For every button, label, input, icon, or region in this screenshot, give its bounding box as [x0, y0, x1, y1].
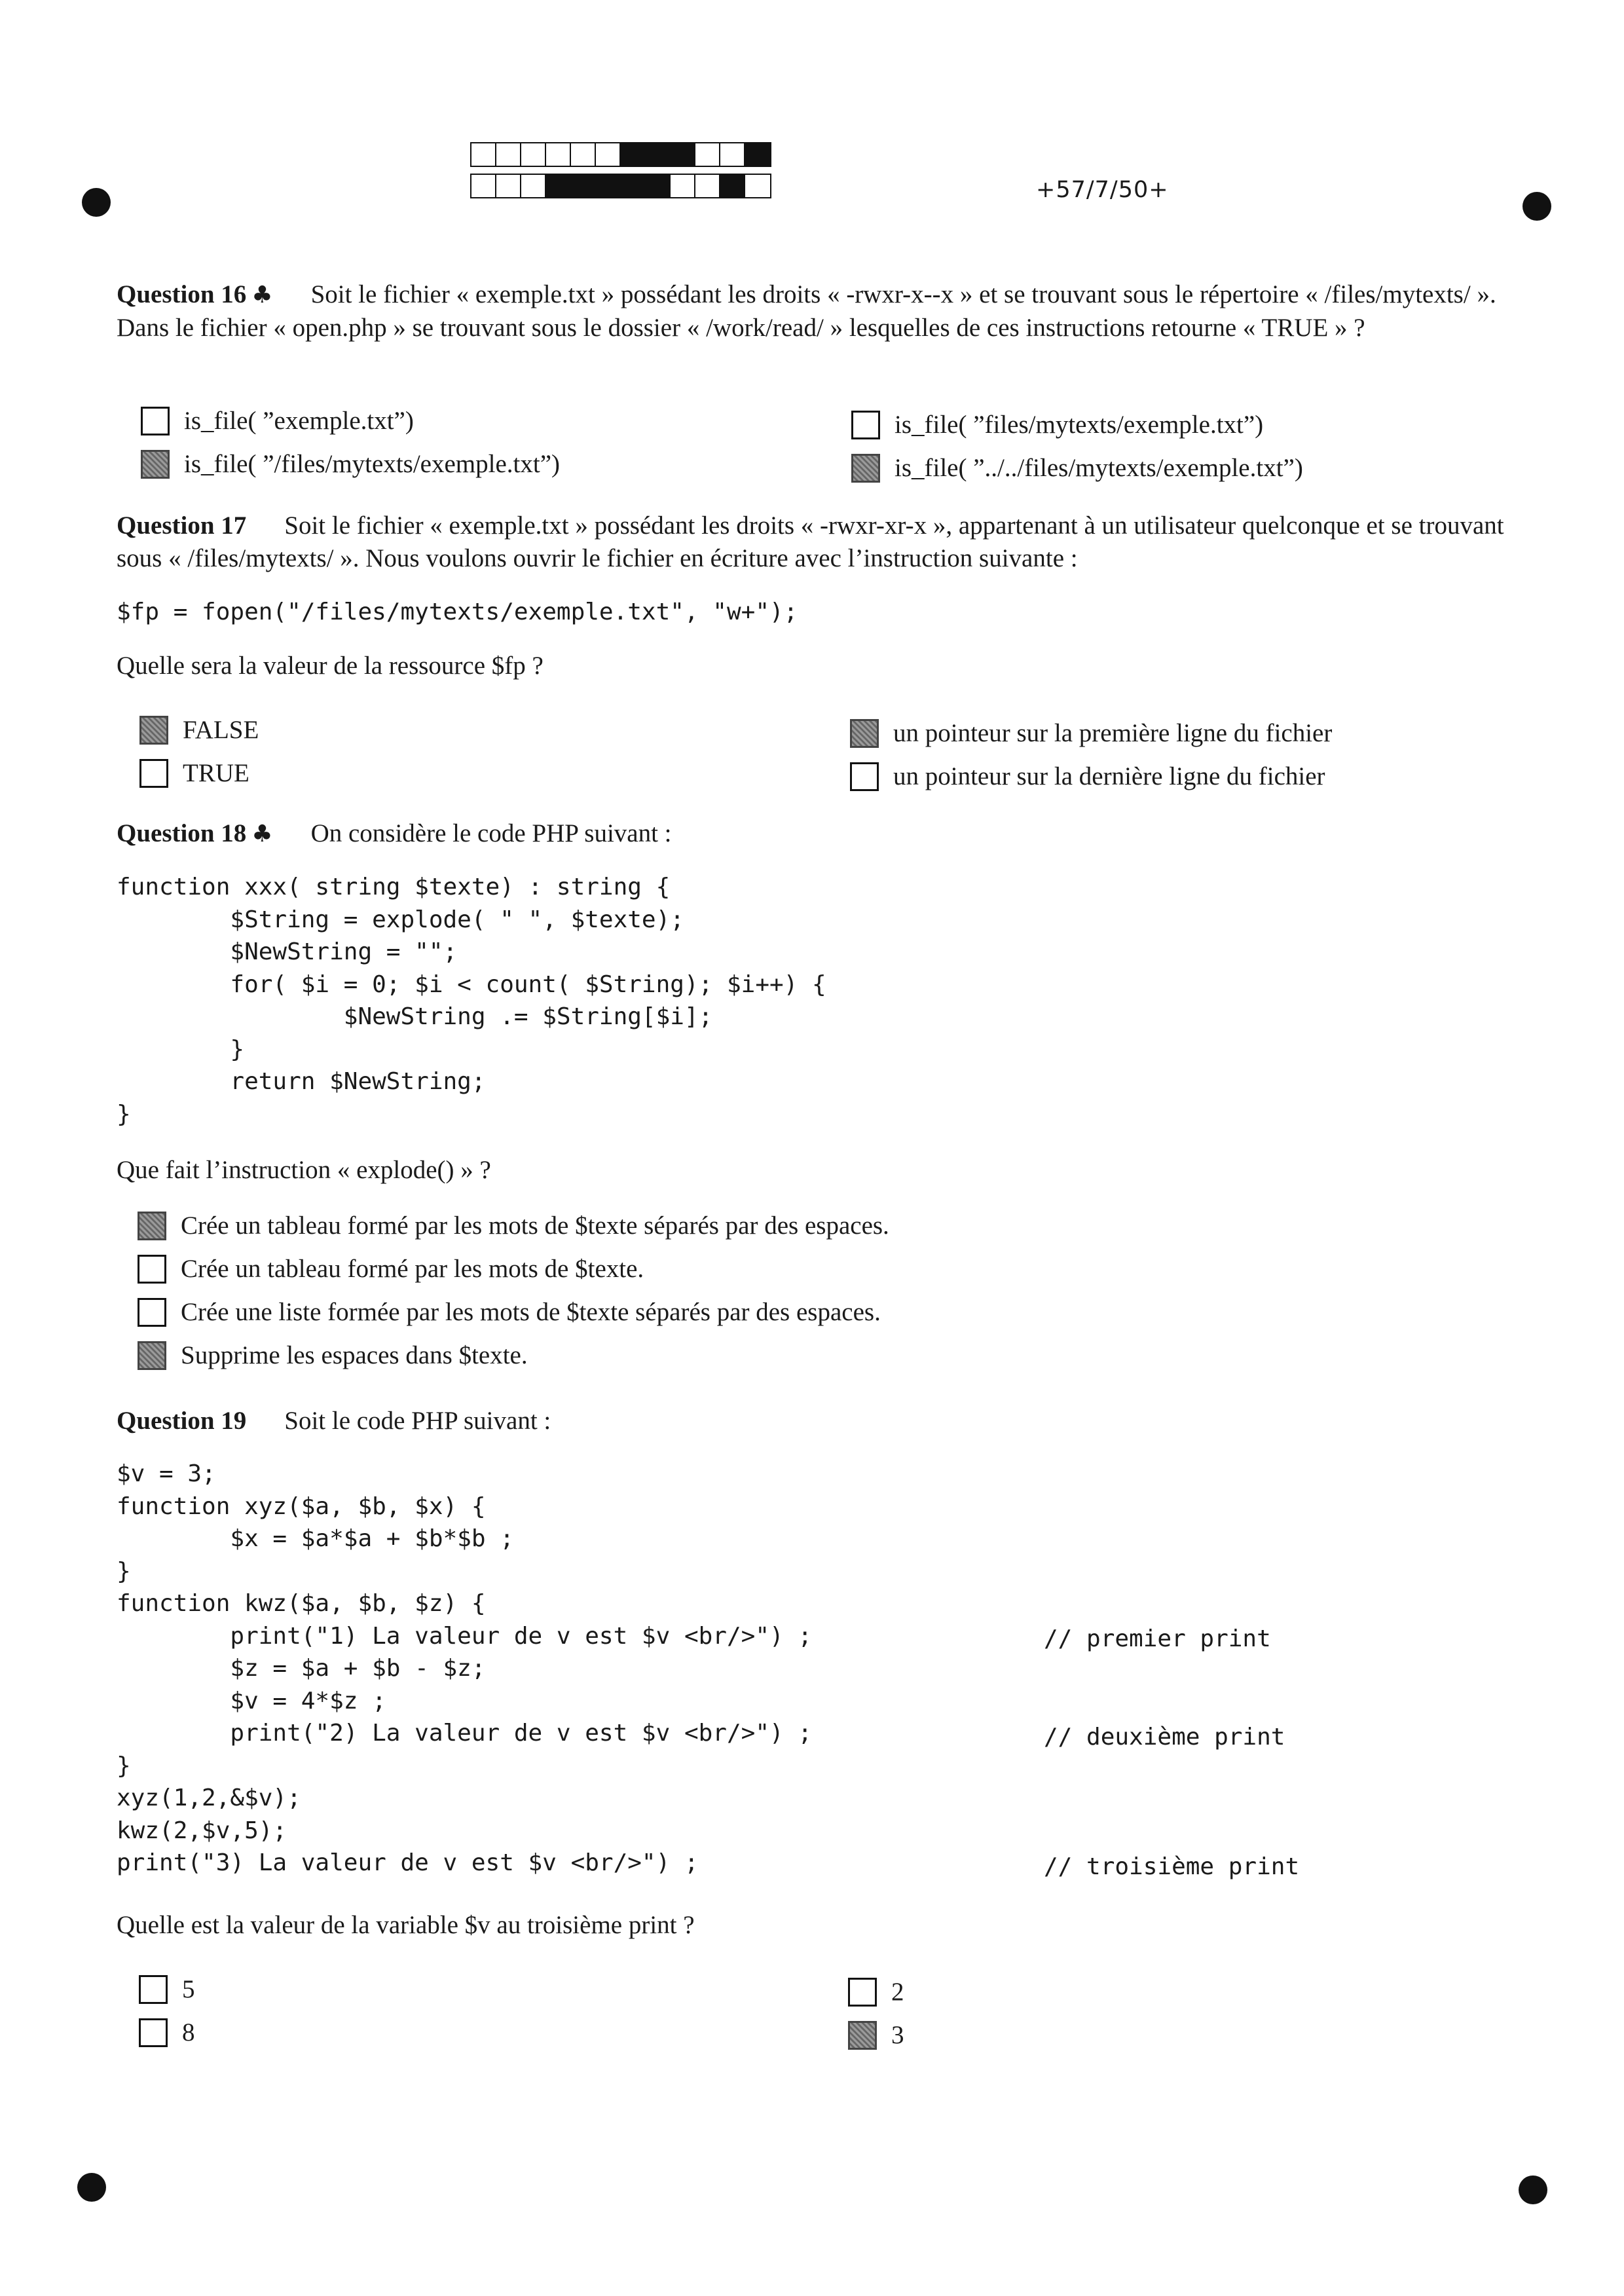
barcode-cell	[571, 175, 596, 197]
q18-prompt: Que fait l’instruction « explode() » ?	[117, 1156, 491, 1184]
club-icon: ♣	[251, 282, 273, 308]
registration-mark-bottom-left	[77, 2173, 106, 2202]
barcode-cell	[521, 143, 546, 166]
q19-prompt: Quelle est la valeur de la variable $v au troisième print ?	[117, 1911, 695, 1939]
q17-option-2[interactable]	[139, 758, 249, 788]
barcode-cell	[596, 175, 621, 197]
option-label: un pointeur sur la dernière ligne du fichier	[893, 762, 1325, 790]
option-label: Crée une liste formée par les mots de $texte séparés par des espaces.	[181, 1298, 881, 1326]
q18-code: function xxx( string $texte) : string { $String = explode( " ", $texte); $NewString = ""; for( $i = 0; $i < count( $String); $i++) { $NewString .= $String[$i]; } return $NewString; }	[117, 874, 826, 1128]
barcode-cell	[646, 143, 671, 166]
q17-prompt: Quelle sera la valeur de la ressource $fp ?	[117, 652, 544, 680]
q18-option-1[interactable]	[138, 1211, 889, 1240]
barcode-cell	[745, 143, 770, 166]
q19-option-4[interactable]	[848, 2020, 904, 2050]
barcode-cell	[671, 175, 695, 197]
barcode-row-1	[470, 142, 771, 167]
option-label: 8	[182, 2018, 195, 2046]
question-text: Soit le fichier « exemple.txt » possédant les droits « -rwxr-xr-x », appartenant à un utilisateur quelconque et se trouvant sous « /files/mytexts/ ». Nous voulons ouvrir le fichier en écriture avec l’instruction suivante :	[117, 511, 1504, 572]
q19-option-3[interactable]	[848, 1977, 904, 2007]
club-icon: ♣	[251, 821, 273, 847]
barcode-cell	[521, 175, 546, 197]
option-label: 2	[891, 1978, 904, 2006]
checkbox[interactable]	[848, 1978, 877, 2007]
option-label: TRUE	[183, 759, 249, 787]
barcode-cell	[496, 175, 521, 197]
option-label: FALSE	[183, 716, 259, 744]
option-label: is_file( ”../../files/mytexts/exemple.txt”)	[895, 454, 1303, 482]
barcode-cell	[471, 175, 496, 197]
option-label: Supprime les espaces dans $texte.	[181, 1341, 528, 1369]
checkbox[interactable]	[138, 1341, 166, 1370]
question-16	[117, 278, 1511, 344]
q17-option-3[interactable]	[850, 718, 1332, 748]
barcode-cell	[720, 175, 745, 197]
q16-option-4[interactable]	[851, 453, 1303, 483]
q19-option-2[interactable]	[139, 2018, 195, 2047]
checkbox[interactable]	[139, 759, 168, 788]
question-17	[117, 509, 1511, 575]
barcode-cell	[646, 175, 671, 197]
checkbox[interactable]	[138, 1255, 166, 1284]
option-label: 3	[891, 2021, 904, 2049]
checkbox[interactable]	[848, 2021, 877, 2050]
option-label: 5	[182, 1975, 195, 2003]
checkbox[interactable]	[141, 450, 170, 479]
option-label: is_file( ”files/mytexts/exemple.txt”)	[895, 411, 1264, 439]
barcode-cell	[695, 175, 720, 197]
code-comment-deuxieme-print: // deuxième print	[1044, 1724, 1285, 1750]
q18-option-4[interactable]	[138, 1341, 528, 1370]
question-19	[117, 1405, 1511, 1437]
option-label: is_file( ”/files/mytexts/exemple.txt”)	[184, 450, 560, 478]
checkbox[interactable]	[851, 454, 880, 483]
q18-option-2[interactable]	[138, 1254, 644, 1284]
registration-mark-bottom-right	[1519, 2176, 1547, 2204]
question-text: Soit le fichier « exemple.txt » possédant les droits « -rwxr-x--x » et se trouvant sous le répertoire « /files/mytexts/ ». Dans le fichier « open.php » se trouvant sous le dossier « /work/read/ » lesquelles de ces instructions retourne « TRUE » ?	[117, 280, 1496, 342]
checkbox[interactable]	[138, 1212, 166, 1240]
barcode-cell	[621, 143, 646, 166]
question-18	[117, 817, 1511, 851]
barcode-cell	[546, 175, 571, 197]
question-heading: Question 17	[117, 511, 247, 540]
question-heading: Question 18 ♣	[117, 819, 273, 847]
question-heading: Question 16 ♣	[117, 280, 273, 308]
code-comment-premier-print: // premier print	[1044, 1625, 1271, 1652]
registration-mark-top-left	[82, 188, 111, 217]
checkbox[interactable]	[141, 407, 170, 435]
q16-option-2[interactable]	[141, 449, 560, 479]
page-id: +57/7/50+	[1036, 177, 1169, 203]
question-heading: Question 19	[117, 1407, 247, 1435]
barcode-row-2	[470, 174, 771, 198]
barcode-cell	[571, 143, 596, 166]
question-text: On considère le code PHP suivant :	[310, 819, 672, 847]
q18-option-3[interactable]	[138, 1297, 881, 1327]
q19-option-1[interactable]	[139, 1974, 195, 2004]
checkbox[interactable]	[850, 719, 879, 748]
option-label: is_file( ”exemple.txt”)	[184, 407, 414, 435]
checkbox[interactable]	[851, 411, 880, 439]
q17-option-4[interactable]	[850, 762, 1325, 791]
barcode-cell	[596, 143, 621, 166]
checkbox[interactable]	[139, 716, 168, 745]
question-text: Soit le code PHP suivant :	[284, 1407, 551, 1435]
barcode-cell	[745, 175, 770, 197]
q17-option-1[interactable]	[139, 715, 259, 745]
q16-option-1[interactable]	[141, 406, 414, 435]
checkbox[interactable]	[139, 1975, 168, 2004]
checkbox[interactable]	[850, 762, 879, 791]
barcode-cell	[471, 143, 496, 166]
registration-mark-top-right	[1522, 192, 1551, 221]
barcode-cell	[546, 143, 571, 166]
q17-code: $fp = fopen("/files/mytexts/exemple.txt", "w+");	[117, 599, 798, 625]
barcode-cell	[671, 143, 695, 166]
q19-code: $v = 3; function xyz($a, $b, $x) { $x = $a*$a + $b*$b ; } function kwz($a, $b, $z) { print("1) La valeur de v est $v <br/>") ; $z = $a + $b - $z; $v = 4*$z ; print("2) La valeur de v est $v <br/>") ; } xyz(1,2,&$v); kwz(2,$v,5); print("3) La valeur de v est $v <br/>") ;	[117, 1460, 813, 1876]
option-label: Crée un tableau formé par les mots de $texte.	[181, 1255, 644, 1283]
barcode-cell	[720, 143, 745, 166]
code-comment-troisieme-print: // troisième print	[1044, 1853, 1300, 1880]
barcode-cell	[695, 143, 720, 166]
option-label: un pointeur sur la première ligne du fichier	[893, 719, 1333, 747]
q16-option-3[interactable]	[851, 410, 1263, 439]
barcode-cell	[621, 175, 646, 197]
option-label: Crée un tableau formé par les mots de $texte séparés par des espaces.	[181, 1212, 889, 1240]
checkbox[interactable]	[139, 2018, 168, 2047]
barcode-cell	[496, 143, 521, 166]
checkbox[interactable]	[138, 1298, 166, 1327]
